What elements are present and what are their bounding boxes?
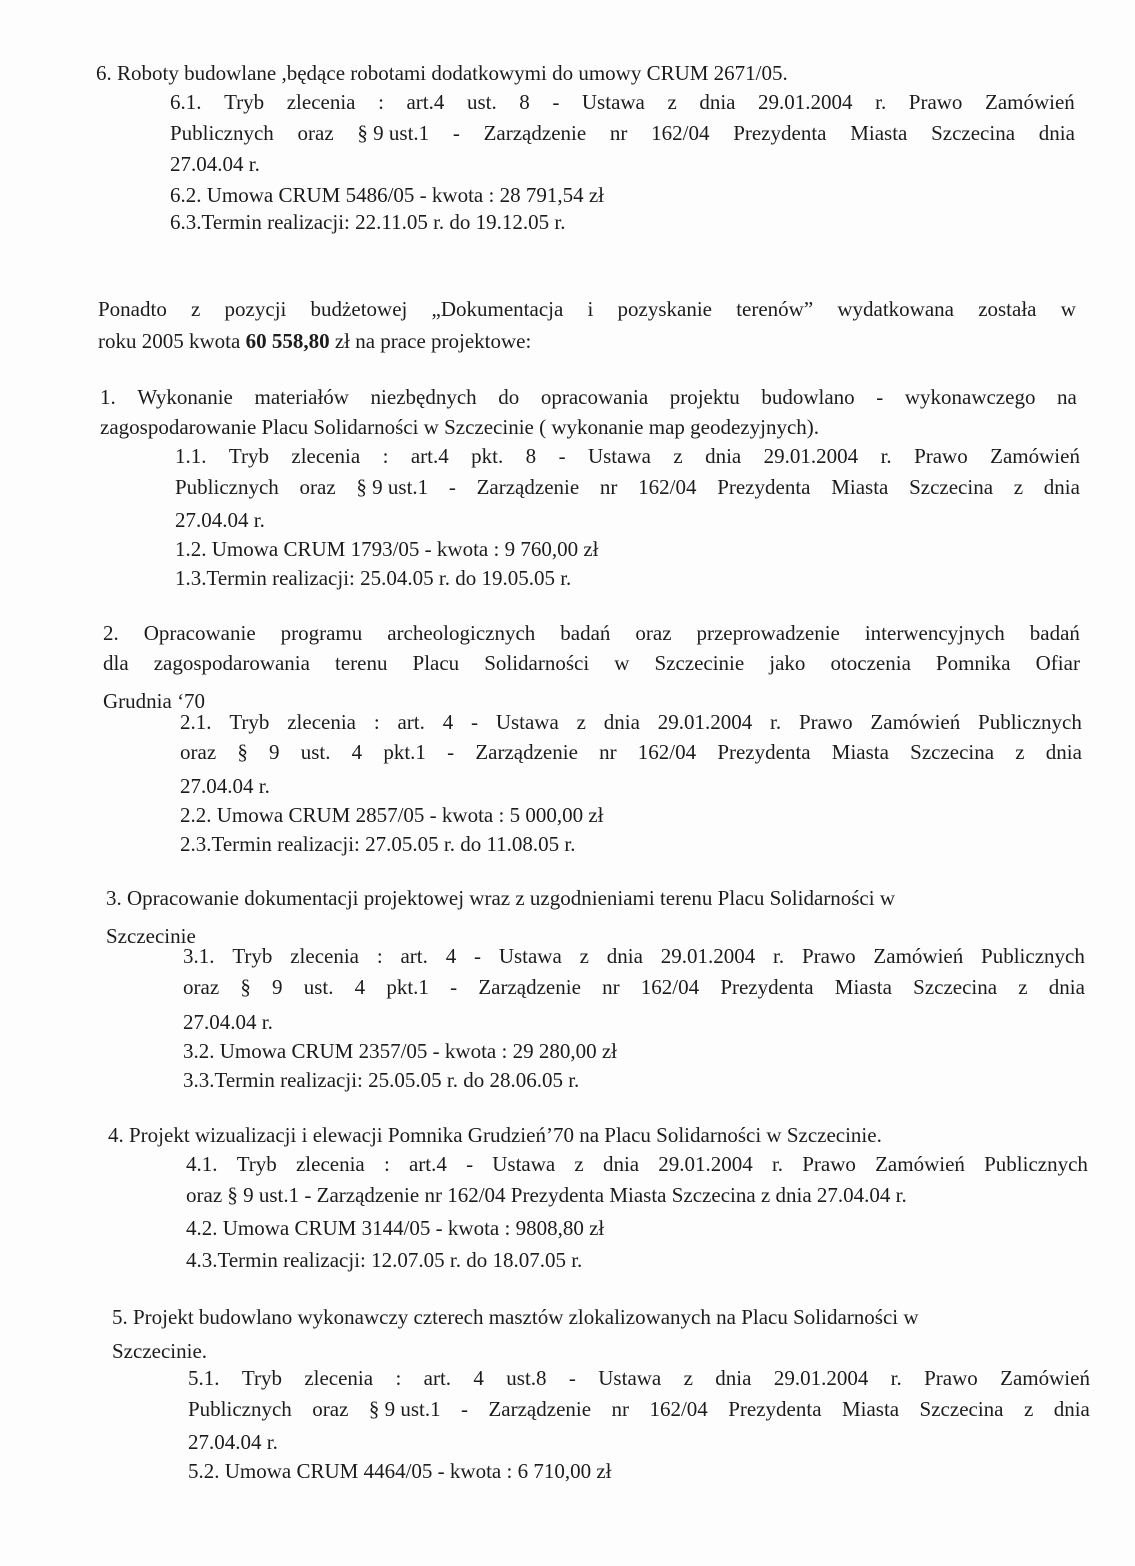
word: Ustawa (581, 90, 645, 114)
word: pkt.1 (386, 975, 429, 999)
word: r. (771, 1152, 784, 1176)
word: 162/04 (649, 1397, 708, 1421)
word: : (383, 1152, 390, 1176)
section-6-3-term: 6.3.Termin realizacji: 22.11.05 r. do 19.12.05 r. (170, 210, 566, 234)
word: Solidarności (484, 651, 590, 675)
section-4-1-line-1 (186, 1149, 1088, 1180)
word: dnia (1053, 1397, 1090, 1421)
section-5-header-line-2: Szczecinie. (112, 1339, 208, 1363)
word: oraz (297, 121, 334, 145)
word: wykonawczego (904, 385, 1036, 409)
word: Prezydenta (720, 975, 814, 999)
section-6-1-line-3: 27.04.04 r. (170, 152, 260, 176)
word: 9 (269, 740, 280, 764)
word: 4 (354, 975, 366, 999)
word: w (1060, 297, 1076, 321)
word: interwencyjnych (864, 621, 1005, 645)
section-5-header-line-1: 5. Projekt budowlano wykonawczy czterech masztów zlokalizowanych na Placu Solidarności w (112, 1305, 919, 1329)
word: § 9 ust.1 (356, 475, 429, 499)
word: 5.1. (188, 1366, 220, 1390)
word: - (471, 710, 478, 734)
section-1-1-line-1 (175, 441, 1080, 472)
word: art. (400, 944, 428, 968)
word: Tryb (228, 444, 269, 468)
word: Zarządzenie (478, 975, 581, 999)
word: r. (875, 90, 887, 114)
word: - (447, 740, 455, 764)
word: § 9 ust.1 (368, 1397, 441, 1421)
section-2-1-line-1 (180, 707, 1082, 738)
word: Publicznych (981, 944, 1085, 968)
section-2-header-line-1 (103, 618, 1080, 649)
word: archeologicznych (387, 621, 536, 645)
word: - (461, 1397, 469, 1421)
section-3-1-line-3: 27.04.04 r. (183, 1010, 273, 1034)
section-3-1-line-2 (183, 972, 1085, 1003)
word: oraz (312, 1397, 349, 1421)
word: oraz (635, 621, 672, 645)
word: Placu (412, 651, 460, 675)
word: nr (599, 740, 617, 764)
word: Prawo (802, 1152, 856, 1176)
word: została (978, 297, 1037, 321)
word: 8 (519, 90, 530, 114)
intro-line-2 (98, 326, 531, 357)
word: nr (611, 1397, 629, 1421)
word: i (587, 297, 594, 321)
word: Miasta (831, 740, 889, 764)
word: Szczecina (913, 975, 998, 999)
word: dnia (1038, 121, 1075, 145)
word: Zamówień (985, 90, 1075, 114)
section-4-2-contract: 4.2. Umowa CRUM 3144/05 - kwota : 9808,80 zł (186, 1216, 605, 1240)
word: dnia (603, 710, 640, 734)
word: Zamówień (1000, 1366, 1090, 1390)
section-1-header-line-1 (100, 382, 1077, 413)
word: 29.01.2004 (773, 1366, 869, 1390)
word: 4 (473, 1366, 484, 1390)
section-3-2-contract: 3.2. Umowa CRUM 2357/05 - kwota : 29 280,00 zł (183, 1039, 617, 1063)
word: Prawo (908, 90, 963, 114)
word: budowlano (761, 385, 855, 409)
word: badań (560, 621, 611, 645)
section-3-header-line-2: Szczecinie (106, 924, 196, 948)
word: Zamówień (873, 944, 964, 968)
word: badań (1029, 621, 1080, 645)
word: - (558, 444, 566, 468)
word: Zarządzenie (483, 121, 587, 145)
word: zlecenia (291, 444, 361, 468)
section-2-header-line-2 (103, 648, 1080, 679)
word: pkt. (471, 444, 504, 468)
word: nr (599, 475, 618, 499)
word: jako (769, 651, 806, 675)
word: 6.1. (170, 90, 202, 114)
word: Prawo (798, 710, 853, 734)
word: Tryb (232, 944, 273, 968)
intro-line-1 (98, 294, 1076, 325)
word: Tryb (236, 1152, 277, 1176)
word: ust.8 (506, 1366, 547, 1390)
word: wydatkowana (837, 297, 954, 321)
word: niezbędnych (370, 385, 477, 409)
section-4-header: 4. Projekt wizualizacji i elewacji Pomnika Grudzień’70 na Placu Solidarności w Szczecinie. (108, 1123, 882, 1147)
word: : (395, 1366, 402, 1390)
word: 4 (445, 944, 457, 968)
section-4-3-term: 4.3.Termin realizacji: 12.07.05 r. do 18.07.05 r. (186, 1248, 583, 1272)
word: Ponadto (98, 297, 167, 321)
word: 2. (103, 621, 119, 645)
word: zagospodarowania (153, 651, 310, 675)
word: Prezydenta (717, 475, 811, 499)
section-6-1-line-2 (170, 118, 1075, 149)
intro-line-2-post: zł na prace projektowe: (329, 329, 532, 353)
word: na (1057, 385, 1077, 409)
word: zlecenia (286, 90, 356, 114)
word: Ofiar (1035, 651, 1080, 675)
word: Publicznych (978, 710, 1082, 734)
word: dnia (705, 444, 742, 468)
word: Zarządzenie (475, 740, 578, 764)
word: 2.1. (180, 710, 212, 734)
word: 1. (100, 385, 116, 409)
word: Prezydenta (733, 121, 827, 145)
word: § 9 ust.1 (357, 121, 430, 145)
word: Miasta (841, 1397, 900, 1421)
word: terenów” (736, 297, 814, 321)
word: 162/04 (637, 740, 697, 764)
word: Miasta (834, 975, 892, 999)
word: dnia (1045, 740, 1082, 764)
word: 162/04 (651, 121, 710, 145)
word: Ustawa (598, 1366, 662, 1390)
word: Miasta (850, 121, 908, 145)
word: : (373, 710, 380, 734)
word: art.4 (406, 90, 445, 114)
word: pkt.1 (383, 740, 426, 764)
word: Zamówień (875, 1152, 965, 1176)
word: Tryb (229, 710, 270, 734)
word: 29.01.2004 (657, 710, 753, 734)
section-3-1-line-1 (183, 941, 1085, 972)
word: - (452, 121, 460, 145)
section-6-1-line-1 (170, 87, 1075, 118)
word: Szczecinie (654, 651, 745, 675)
word: Pomnika (935, 651, 1011, 675)
word: z (576, 710, 586, 734)
word: - (474, 944, 481, 968)
word: Szczecina (909, 475, 994, 499)
word: Tryb (224, 90, 265, 114)
word: : (382, 444, 389, 468)
word: dla (103, 651, 129, 675)
word: „Dokumentacja (431, 297, 564, 321)
word: Ustawa (495, 710, 559, 734)
word: Ustawa (498, 944, 562, 968)
word: z (579, 944, 589, 968)
word: Publicznych (984, 1152, 1088, 1176)
section-2-header-line-3: Grudnia ‘70 (103, 689, 206, 713)
word: § (237, 740, 248, 764)
word: Zarządzenie (488, 1397, 592, 1421)
word: - (466, 1152, 474, 1176)
word: z (191, 297, 201, 321)
section-1-3-term: 1.3.Termin realizacji: 25.04.05 r. do 19.05.05 r. (175, 566, 572, 590)
word: zlecenia (287, 710, 356, 734)
word: 162/04 (640, 975, 700, 999)
word: materiałów (254, 385, 349, 409)
word: 4 (442, 710, 454, 734)
word: programu (280, 621, 363, 645)
word: : (378, 90, 384, 114)
word: 3.1. (183, 944, 215, 968)
word: z (1015, 740, 1025, 764)
section-2-1-line-2 (180, 737, 1082, 768)
word: Zamówień (870, 710, 961, 734)
word: dnia (1043, 475, 1080, 499)
section-1-1-line-2 (175, 472, 1080, 503)
word: Tryb (241, 1366, 282, 1390)
word: art. (397, 710, 425, 734)
word: 29.01.2004 (658, 1152, 753, 1176)
word: pozyskanie (617, 297, 713, 321)
word: z (1013, 475, 1024, 499)
section-2-1-line-3: 27.04.04 r. (180, 774, 270, 798)
word: terenu (335, 651, 388, 675)
word: Ustawa (587, 444, 651, 468)
word: dnia (699, 90, 736, 114)
word: zlecenia (304, 1366, 374, 1390)
section-6-2-contract: 6.2. Umowa CRUM 5486/05 - kwota : 28 791,54 zł (170, 183, 604, 207)
word: przeprowadzenie (696, 621, 840, 645)
section-4-1-line-2: oraz § 9 ust.1 - Zarządzenie nr 162/04 Prezydenta Miasta Szczecina z dnia 27.04.04 r. (186, 1183, 907, 1207)
word: art.4 (410, 444, 449, 468)
word: oraz (183, 975, 220, 999)
word: Prawo (914, 444, 968, 468)
word: oraz (180, 740, 217, 764)
word: - (568, 1366, 576, 1390)
word: Miasta (831, 475, 889, 499)
section-2-2-contract: 2.2. Umowa CRUM 2857/05 - kwota : 5 000,00 zł (180, 803, 604, 827)
word: 9 (272, 975, 283, 999)
section-5-1-line-2 (188, 1394, 1090, 1425)
word: Opracowanie (143, 621, 256, 645)
word: w (614, 651, 630, 675)
word: § (240, 975, 251, 999)
word: Szczecina (910, 740, 995, 764)
word: art.4 (408, 1152, 447, 1176)
word: dnia (1048, 975, 1085, 999)
word: Prezydenta (717, 740, 811, 764)
word: z (1018, 975, 1028, 999)
word: z (673, 444, 683, 468)
word: 4.1. (186, 1152, 218, 1176)
word: budżetowej (310, 297, 408, 321)
word: do (498, 385, 520, 409)
word: Prezydenta (728, 1397, 822, 1421)
word: dnia (602, 1152, 640, 1176)
section-6-header: 6. Roboty budowlane ,będące robotami dodatkowymi do umowy CRUM 2671/05. (96, 61, 788, 85)
word: - (450, 975, 458, 999)
word: Prawo (924, 1366, 978, 1390)
word: Publicznych (188, 1397, 292, 1421)
word: zlecenia (295, 1152, 365, 1176)
word: Publicznych (170, 121, 274, 145)
word: nr (609, 121, 628, 145)
word: ust. (466, 90, 497, 114)
word: ust. (300, 740, 331, 764)
word: r. (773, 944, 785, 968)
word: 162/04 (638, 475, 697, 499)
word: z (683, 1366, 693, 1390)
word: z (667, 90, 677, 114)
word: - (448, 475, 456, 499)
word: Ustawa (492, 1152, 556, 1176)
word: 1.1. (175, 444, 207, 468)
word: 29.01.2004 (660, 944, 756, 968)
word: z (574, 1152, 584, 1176)
word: pozycji (224, 297, 287, 321)
word: Prawo (801, 944, 856, 968)
word: nr (602, 975, 620, 999)
word: oraz (299, 475, 336, 499)
word: dnia (715, 1366, 752, 1390)
section-5-2-contract: 5.2. Umowa CRUM 4464/05 - kwota : 6 710,00 zł (188, 1459, 612, 1483)
word: 4 (351, 740, 363, 764)
section-1-2-contract: 1.2. Umowa CRUM 1793/05 - kwota : 9 760,00 zł (175, 537, 599, 561)
word: z (1023, 1397, 1034, 1421)
word: Publicznych (175, 475, 279, 499)
word: dnia (606, 944, 643, 968)
word: projektu (669, 385, 740, 409)
section-1-header-line-2: zagospodarowanie Placu Solidarności w Szczecinie ( wykonanie map geodezyjnych). (100, 415, 820, 439)
section-5-1-line-3: 27.04.04 r. (188, 1430, 278, 1454)
word: ust. (303, 975, 334, 999)
section-3-header-line-1: 3. Opracowanie dokumentacji projektowej wraz z uzgodnieniami terenu Placu Solidarności w (106, 886, 895, 910)
section-2-3-term: 2.3.Termin realizacji: 27.05.05 r. do 11.08.05 r. (180, 832, 576, 856)
section-5-1-line-1 (188, 1363, 1090, 1394)
word: art. (423, 1366, 452, 1390)
word: - (552, 90, 560, 114)
word: r. (770, 710, 782, 734)
word: 29.01.2004 (758, 90, 853, 114)
word: 29.01.2004 (763, 444, 859, 468)
intro-line-2-pre: roku 2005 kwota (98, 329, 246, 353)
word: opracowania (540, 385, 649, 409)
word: Szczecina (931, 121, 1016, 145)
section-3-3-term: 3.3.Termin realizacji: 25.05.05 r. do 28.06.05 r. (183, 1068, 580, 1092)
word: - (876, 385, 884, 409)
word: r. (880, 444, 892, 468)
word: Zarządzenie (476, 475, 580, 499)
intro-total-amount: 60 558,80 (245, 329, 330, 353)
section-1-1-line-3: 27.04.04 r. (175, 508, 265, 532)
word: Zamówień (990, 444, 1080, 468)
word: zlecenia (290, 944, 359, 968)
word: 8 (525, 444, 537, 468)
word: Szczecina (919, 1397, 1004, 1421)
word: r. (890, 1366, 902, 1390)
word: : (376, 944, 383, 968)
word: Wykonanie (137, 385, 233, 409)
word: otoczenia (830, 651, 911, 675)
